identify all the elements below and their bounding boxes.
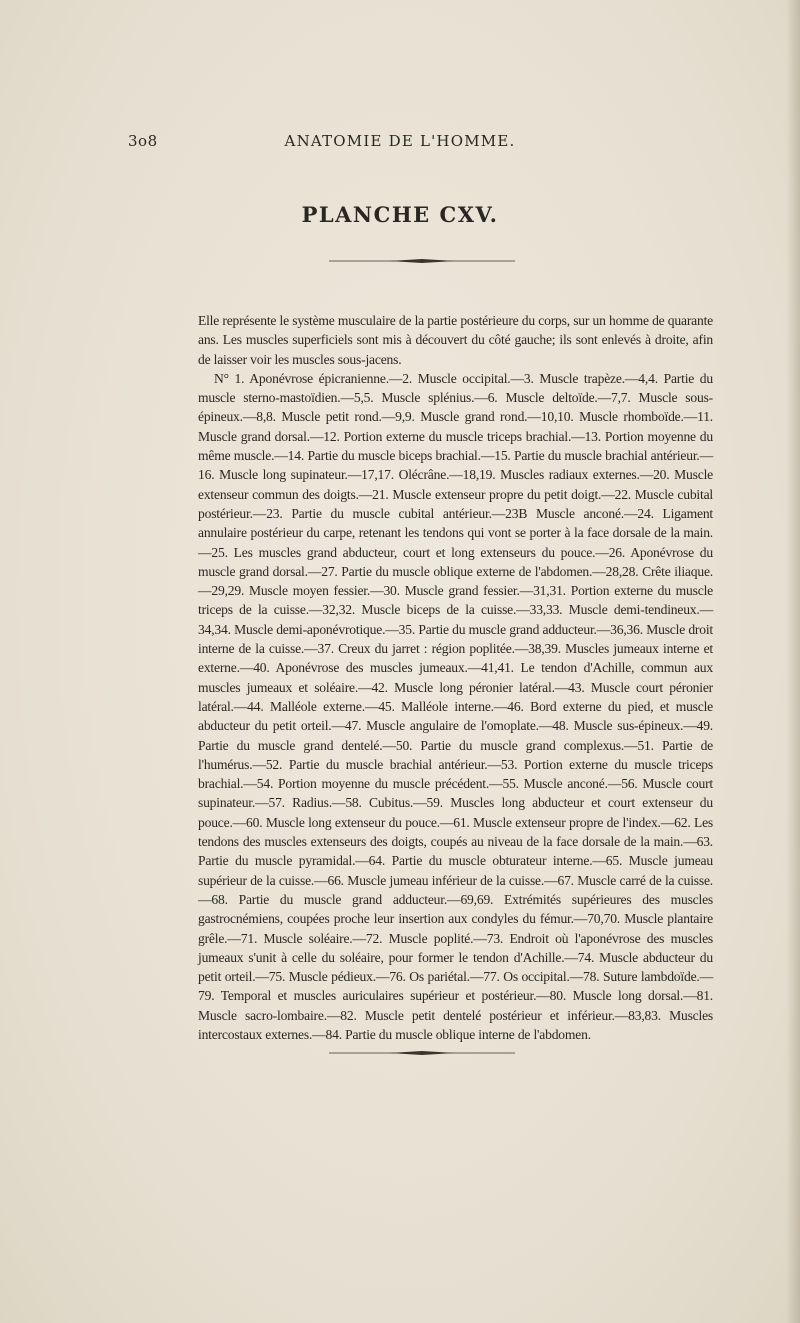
plate-description (198, 311, 713, 1044)
plate-title: PLANCHE CXV. (301, 202, 499, 227)
page-number: 3o8 (128, 132, 158, 150)
top-rule-ornament (329, 258, 515, 264)
legend-paragraph: N° 1. Aponévrose épicranienne.—2. Muscle occipital.—3. Muscle trapèze.—4,4. Partie du muscle sterno-mastoïdien.—5,5. Muscle splénius.—6. Muscle deltoïde.—7,7. Muscle sous-épineux.—8,8. Muscle petit rond.—9,9. Muscle grand rond.—10,10. Muscle rhomboïde.—11. Muscle grand dorsal.—12. Portion externe du muscle triceps brachial.—13. Portion moyenne du même muscle.—14. Partie du muscle biceps brachial.—15. Partie du muscle brachial antérieur.—16. Muscle long supinateur.—17,17. Olécrâne.—18,19. Muscles radiaux externes.—20. Muscle extenseur commun des doigts.—21. Muscle extenseur propre du petit doigt.—22. Muscle cubital postérieur.—23. Partie du muscle cubital antérieur.—23B Muscle anconé.—24. Ligament annulaire postérieur du carpe, retenant les tendons qui vont se porter à la face dorsale de la main.—25. Les muscles grand abducteur, court et long extenseurs du pouce.—26. Aponévrose du muscle grand dorsal.—27. Partie du muscle oblique externe de l'abdomen.—28,28. Crête iliaque.—29,29. Muscle moyen fessier.—30. Muscle grand fessier.—31,31. Portion externe du muscle triceps de la cuisse.—32,32. Muscle biceps de la cuisse.—33,33. Muscle demi-tendineux.—34,34. Muscle demi-aponévrotique.—35. Partie du muscle grand adducteur.—36,36. Muscle droit interne de la cuisse.—37. Creux du jarret : région poplitée.—38,39. Muscles jumeaux interne et externe.—40. Aponévrose des muscles jumeaux.—41,41. Le tendon d'Achille, commun aux muscles jumeaux et soléaire.—42. Muscle long péronier latéral.—43. Muscle court péronier latéral.—44. Malléole externe.—45. Malléole interne.—46. Bord externe du pied, et muscle abducteur du petit orteil.—47. Muscle angulaire de l'omoplate.—48. Muscle sus-épineux.—49. Partie du muscle grand dentelé.—50. Partie du muscle grand complexus.—51. Partie de l'humérus.—52. Partie du muscle brachial antérieur.—53. Portion externe du muscle triceps brachial.—54. Portion moyenne du muscle précédent.—55. Muscle anconé.—56. Muscle court supinateur.—57. Radius.—58. Cubitus.—59. Muscles long abducteur et court extenseur du pouce.—60. Muscle long extenseur du pouce.—61. Muscle extenseur propre de l'index.—62. Les tendons des muscles extenseurs des doigts, coupés au niveau de la face dorsale de la main.—63. Partie du muscle pyramidal.—64. Partie du muscle obturateur interne.—65. Muscle jumeau supérieur de la cuisse.—66. Muscle jumeau inférieur de la cuisse.—67. Muscle carré de la cuisse.—68. Partie du muscle grand adducteur.—69,69. Extrémités supérieures des muscles gastrocnémiens, coupées proche leur insertion aux condyles du fémur.—70,70. Muscle plantaire grêle.—71. Muscle soléaire.—72. Muscle poplité.—73. Endroit où l'aponévrose des muscles jumeaux s'unit à celle du soléaire, pour former le tendon d'Achille.—74. Muscle abducteur du petit orteil.—75. Muscle pédieux.—76. Os pariétal.—77. Os occipital.—78. Suture lambdoïde.—79. Temporal et muscles auriculaires supérieur et postérieur.—80. Muscle long dorsal.—81. Muscle sacro-lombaire.—82. Muscle petit dentelé postérieur et inférieur.—83,83. Muscles intercostaux externes.—84. Partie du muscle oblique interne de l'abdomen. (198, 370, 713, 1042)
page-edge-shadow (786, 0, 800, 1323)
intro-paragraph: Elle représente le système musculaire de la partie postérieure du corps, sur un homme de quarante ans. Les muscles superficiels sont mis à découvert du côté gauche; ils sont enlevés à droite, afin de laisser voir les muscles sous-jacens. (198, 313, 713, 367)
bottom-rule-ornament (329, 1050, 515, 1056)
running-head: ANATOMIE DE L'HOMME. (284, 132, 516, 150)
